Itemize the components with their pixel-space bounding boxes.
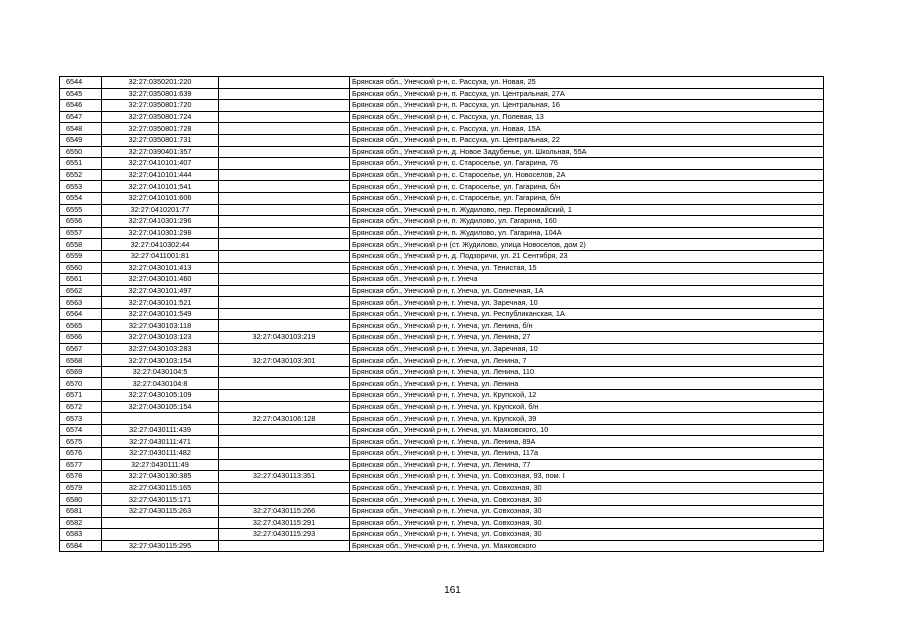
row-number-cell: 6580 bbox=[60, 494, 102, 506]
table-row bbox=[60, 111, 824, 123]
row-number-cell: 6566 bbox=[60, 332, 102, 344]
cadastral-number-cell: 32:27:0430115:295 bbox=[102, 540, 219, 552]
cadastral-number-cell bbox=[102, 529, 219, 541]
address-cell: Брянская обл., Унечский р-н, г. Унеча, ул. Маяковского bbox=[350, 540, 824, 552]
page-number: 161 bbox=[444, 585, 461, 596]
address-cell: Брянская обл., Унечский р-н, г. Унеча, ул. Совхозная, 30 bbox=[350, 482, 824, 494]
address-cell: Брянская обл., Унечский р-н, г. Унеча, ул. Совхозная, 93, пом. I bbox=[350, 471, 824, 483]
cadastral-number-cell: 32:27:0350801:720 bbox=[102, 100, 219, 112]
related-cadastral-cell bbox=[219, 274, 350, 286]
related-cadastral-cell: 32:27:0430113:351 bbox=[219, 471, 350, 483]
related-cadastral-cell bbox=[219, 216, 350, 228]
related-cadastral-cell bbox=[219, 111, 350, 123]
table-row bbox=[60, 181, 824, 193]
related-cadastral-cell: 32:27:0430103:219 bbox=[219, 332, 350, 344]
address-cell: Брянская обл., Унечский р-н, с. Староселье, ул. Новоселов, 2А bbox=[350, 169, 824, 181]
related-cadastral-cell bbox=[219, 146, 350, 158]
address-cell: Брянская обл., Унечский р-н, г. Унеча, ул. Солнечная, 1А bbox=[350, 285, 824, 297]
cadastral-number-cell: 32:27:0410301:298 bbox=[102, 227, 219, 239]
row-number-cell: 6554 bbox=[60, 192, 102, 204]
table-row bbox=[60, 343, 824, 355]
table-row bbox=[60, 77, 824, 89]
cadastral-number-cell: 32:27:0430103:123 bbox=[102, 332, 219, 344]
table-row bbox=[60, 88, 824, 100]
row-number-cell: 6562 bbox=[60, 285, 102, 297]
address-cell: Брянская обл., Унечский р-н, с. Рассуха, ул. Новая, 25 bbox=[350, 77, 824, 89]
related-cadastral-cell bbox=[219, 366, 350, 378]
related-cadastral-cell bbox=[219, 390, 350, 402]
related-cadastral-cell bbox=[219, 239, 350, 251]
address-cell: Брянская обл., Унечский р-н, г. Унеча, ул. Совхозная, 30 bbox=[350, 505, 824, 517]
address-cell: Брянская обл., Унечский р-н, г. Унеча, ул. Заречная, 10 bbox=[350, 343, 824, 355]
related-cadastral-cell bbox=[219, 285, 350, 297]
cadastral-number-cell: 32:27:0430111:471 bbox=[102, 436, 219, 448]
cadastral-number-cell: 32:27:0411001:81 bbox=[102, 250, 219, 262]
address-cell: Брянская обл., Унечский р-н, г. Унеча, ул. Ленина, 110 bbox=[350, 366, 824, 378]
related-cadastral-cell bbox=[219, 459, 350, 471]
table-row bbox=[60, 482, 824, 494]
table-row bbox=[60, 297, 824, 309]
row-number-cell: 6578 bbox=[60, 471, 102, 483]
related-cadastral-cell bbox=[219, 181, 350, 193]
cadastral-number-cell: 32:27:0410301:296 bbox=[102, 216, 219, 228]
cadastral-number-cell: 32:27:0430101:497 bbox=[102, 285, 219, 297]
cadastral-number-cell: 32:27:0350801:728 bbox=[102, 123, 219, 135]
row-number-cell: 6579 bbox=[60, 482, 102, 494]
row-number-cell: 6556 bbox=[60, 216, 102, 228]
row-number-cell: 6551 bbox=[60, 158, 102, 170]
table-row bbox=[60, 355, 824, 367]
table-row bbox=[60, 401, 824, 413]
address-cell: Брянская обл., Унечский р-н, г. Унеча, ул. Совхозная, 30 bbox=[350, 529, 824, 541]
row-number-cell: 6571 bbox=[60, 390, 102, 402]
table-row bbox=[60, 158, 824, 170]
related-cadastral-cell bbox=[219, 540, 350, 552]
row-number-cell: 6545 bbox=[60, 88, 102, 100]
related-cadastral-cell bbox=[219, 250, 350, 262]
row-number-cell: 6549 bbox=[60, 134, 102, 146]
cadastral-number-cell: 32:27:0410201:77 bbox=[102, 204, 219, 216]
cadastral-number-cell: 32:27:0430101:460 bbox=[102, 274, 219, 286]
address-cell: Брянская обл., Унечский р-н, г. Унеча, ул. Крупской, 39 bbox=[350, 413, 824, 425]
property-table bbox=[59, 76, 824, 552]
related-cadastral-cell bbox=[219, 448, 350, 460]
cadastral-number-cell: 32:27:0350801:639 bbox=[102, 88, 219, 100]
row-number-cell: 6573 bbox=[60, 413, 102, 425]
address-cell: Брянская обл., Унечский р-н, п. Жудилово, пер. Первомайский, 1 bbox=[350, 204, 824, 216]
related-cadastral-cell bbox=[219, 262, 350, 274]
row-number-cell: 6576 bbox=[60, 448, 102, 460]
cadastral-number-cell: 32:27:0390401:357 bbox=[102, 146, 219, 158]
cadastral-number-cell: 32:27:0410101:407 bbox=[102, 158, 219, 170]
cadastral-number-cell: 32:27:0410302:44 bbox=[102, 239, 219, 251]
row-number-cell: 6582 bbox=[60, 517, 102, 529]
cadastral-number-cell: 32:27:0430115:165 bbox=[102, 482, 219, 494]
cadastral-number-cell: 32:27:0430115:263 bbox=[102, 505, 219, 517]
cadastral-number-cell: 32:27:0430101:521 bbox=[102, 297, 219, 309]
related-cadastral-cell bbox=[219, 77, 350, 89]
related-cadastral-cell bbox=[219, 378, 350, 390]
row-number-cell: 6581 bbox=[60, 505, 102, 517]
related-cadastral-cell: 32:27:0430103:301 bbox=[219, 355, 350, 367]
related-cadastral-cell bbox=[219, 134, 350, 146]
row-number-cell: 6569 bbox=[60, 366, 102, 378]
table-row bbox=[60, 494, 824, 506]
table-row bbox=[60, 308, 824, 320]
cadastral-number-cell: 32:27:0430111:482 bbox=[102, 448, 219, 460]
cadastral-number-cell: 32:27:0430105:154 bbox=[102, 401, 219, 413]
related-cadastral-cell bbox=[219, 343, 350, 355]
table-row bbox=[60, 378, 824, 390]
table-row bbox=[60, 100, 824, 112]
table-row bbox=[60, 227, 824, 239]
address-cell: Брянская обл., Унечский р-н, г. Унеча, ул. Ленина, 89А bbox=[350, 436, 824, 448]
row-number-cell: 6584 bbox=[60, 540, 102, 552]
table-row bbox=[60, 320, 824, 332]
row-number-cell: 6564 bbox=[60, 308, 102, 320]
table-row bbox=[60, 216, 824, 228]
related-cadastral-cell bbox=[219, 169, 350, 181]
row-number-cell: 6561 bbox=[60, 274, 102, 286]
cadastral-number-cell bbox=[102, 413, 219, 425]
cadastral-number-cell: 32:27:0430104:8 bbox=[102, 378, 219, 390]
address-cell: Брянская обл., Унечский р-н, п. Жудилово, ул. Гагарина, 104А bbox=[350, 227, 824, 239]
related-cadastral-cell bbox=[219, 204, 350, 216]
table-row bbox=[60, 413, 824, 425]
table-row bbox=[60, 529, 824, 541]
table-row bbox=[60, 250, 824, 262]
address-cell: Брянская обл., Унечский р-н, с. Рассуха, ул. Новая, 15А bbox=[350, 123, 824, 135]
address-cell: Брянская обл., Унечский р-н, г. Унеча, ул. Республиканская, 1А bbox=[350, 308, 824, 320]
row-number-cell: 6555 bbox=[60, 204, 102, 216]
address-cell: Брянская обл., Унечский р-н, п. Жудилово, ул. Гагарина, 160 bbox=[350, 216, 824, 228]
row-number-cell: 6570 bbox=[60, 378, 102, 390]
related-cadastral-cell bbox=[219, 192, 350, 204]
table-row bbox=[60, 436, 824, 448]
row-number-cell: 6550 bbox=[60, 146, 102, 158]
related-cadastral-cell: 32:27:0430106:128 bbox=[219, 413, 350, 425]
table-row bbox=[60, 274, 824, 286]
row-number-cell: 6560 bbox=[60, 262, 102, 274]
address-cell: Брянская обл., Унечский р-н, с. Староселье, ул. Гагарина, б/н bbox=[350, 192, 824, 204]
address-cell: Брянская обл., Унечский р-н, п. Рассуха, ул. Центральная, 27А bbox=[350, 88, 824, 100]
address-cell: Брянская обл., Унечский р-н (ст. Жудилово, улица Новоселов, дом 2) bbox=[350, 239, 824, 251]
row-number-cell: 6574 bbox=[60, 424, 102, 436]
row-number-cell: 6552 bbox=[60, 169, 102, 181]
cadastral-number-cell: 32:27:0430111:439 bbox=[102, 424, 219, 436]
cadastral-number-cell: 32:27:0410101:541 bbox=[102, 181, 219, 193]
cadastral-number-cell: 32:27:0430103:283 bbox=[102, 343, 219, 355]
related-cadastral-cell bbox=[219, 297, 350, 309]
related-cadastral-cell: 32:27:0430115:291 bbox=[219, 517, 350, 529]
cadastral-number-cell: 32:27:0430101:549 bbox=[102, 308, 219, 320]
address-cell: Брянская обл., Унечский р-н, с. Рассуха, ул. Полевая, 13 bbox=[350, 111, 824, 123]
address-cell: Брянская обл., Унечский р-н, г. Унеча, ул. Ленина, б/н bbox=[350, 320, 824, 332]
row-number-cell: 6567 bbox=[60, 343, 102, 355]
address-cell: Брянская обл., Унечский р-н, г. Унеча, ул. Ленина, 117а bbox=[350, 448, 824, 460]
cadastral-number-cell: 32:27:0430103:118 bbox=[102, 320, 219, 332]
row-number-cell: 6577 bbox=[60, 459, 102, 471]
table-row bbox=[60, 285, 824, 297]
cadastral-number-cell: 32:27:0430130:385 bbox=[102, 471, 219, 483]
address-cell: Брянская обл., Унечский р-н, г. Унеча, ул. Ленина, 27 bbox=[350, 332, 824, 344]
table-row bbox=[60, 517, 824, 529]
table-row bbox=[60, 540, 824, 552]
address-cell: Брянская обл., Унечский р-н, г. Унеча, ул. Ленина bbox=[350, 378, 824, 390]
table-row bbox=[60, 424, 824, 436]
table-row bbox=[60, 471, 824, 483]
cadastral-number-cell: 32:27:0430111:49 bbox=[102, 459, 219, 471]
related-cadastral-cell bbox=[219, 401, 350, 413]
row-number-cell: 6558 bbox=[60, 239, 102, 251]
address-cell: Брянская обл., Унечский р-н, с. Староселье, ул. Гагарина, б/н bbox=[350, 181, 824, 193]
related-cadastral-cell bbox=[219, 436, 350, 448]
related-cadastral-cell bbox=[219, 308, 350, 320]
row-number-cell: 6548 bbox=[60, 123, 102, 135]
cadastral-number-cell: 32:27:0430101:413 bbox=[102, 262, 219, 274]
address-cell: Брянская обл., Унечский р-н, г. Унеча, ул. Ленина, 77 bbox=[350, 459, 824, 471]
related-cadastral-cell bbox=[219, 482, 350, 494]
table-row bbox=[60, 123, 824, 135]
address-cell: Брянская обл., Унечский р-н, г. Унеча, ул. Ленина, 7 bbox=[350, 355, 824, 367]
related-cadastral-cell: 32:27:0430115:266 bbox=[219, 505, 350, 517]
address-cell: Брянская обл., Унечский р-н, г. Унеча, ул. Совхозная, 30 bbox=[350, 517, 824, 529]
table-row bbox=[60, 192, 824, 204]
related-cadastral-cell bbox=[219, 424, 350, 436]
row-number-cell: 6544 bbox=[60, 77, 102, 89]
cadastral-number-cell: 32:27:0430103:154 bbox=[102, 355, 219, 367]
address-cell: Брянская обл., Унечский р-н, г. Унеча, ул. Крупской, 12 bbox=[350, 390, 824, 402]
table-row bbox=[60, 239, 824, 251]
cadastral-number-cell: 32:27:0410101:444 bbox=[102, 169, 219, 181]
address-cell: Брянская обл., Унечский р-н, с. Староселье, ул. Гагарина, 76 bbox=[350, 158, 824, 170]
address-cell: Брянская обл., Унечский р-н, г. Унеча, ул. Тенистая, 15 bbox=[350, 262, 824, 274]
table-row bbox=[60, 146, 824, 158]
row-number-cell: 6572 bbox=[60, 401, 102, 413]
row-number-cell: 6568 bbox=[60, 355, 102, 367]
property-table-body bbox=[60, 77, 824, 552]
cadastral-number-cell: 32:27:0430104:5 bbox=[102, 366, 219, 378]
row-number-cell: 6575 bbox=[60, 436, 102, 448]
address-cell: Брянская обл., Унечский р-н, д. Подзоричи, ул. 21 Сентября, 23 bbox=[350, 250, 824, 262]
related-cadastral-cell bbox=[219, 88, 350, 100]
cadastral-number-cell bbox=[102, 517, 219, 529]
row-number-cell: 6546 bbox=[60, 100, 102, 112]
table-row bbox=[60, 262, 824, 274]
related-cadastral-cell bbox=[219, 320, 350, 332]
table-row bbox=[60, 169, 824, 181]
related-cadastral-cell bbox=[219, 100, 350, 112]
related-cadastral-cell bbox=[219, 123, 350, 135]
related-cadastral-cell bbox=[219, 227, 350, 239]
row-number-cell: 6559 bbox=[60, 250, 102, 262]
address-cell: Брянская обл., Унечский р-н, г. Унеча, ул. Крупской, б/н bbox=[350, 401, 824, 413]
related-cadastral-cell bbox=[219, 494, 350, 506]
cadastral-number-cell: 32:27:0350801:724 bbox=[102, 111, 219, 123]
row-number-cell: 6553 bbox=[60, 181, 102, 193]
table-row bbox=[60, 390, 824, 402]
table-row bbox=[60, 448, 824, 460]
table-row bbox=[60, 204, 824, 216]
table-row bbox=[60, 134, 824, 146]
row-number-cell: 6563 bbox=[60, 297, 102, 309]
address-cell: Брянская обл., Унечский р-н, п. Рассуха, ул. Центральная, 22 bbox=[350, 134, 824, 146]
cadastral-number-cell: 32:27:0350201:220 bbox=[102, 77, 219, 89]
address-cell: Брянская обл., Унечский р-н, г. Унеча, ул. Совхозная, 30 bbox=[350, 494, 824, 506]
table-row bbox=[60, 366, 824, 378]
address-cell: Брянская обл., Унечский р-н, д. Новое Задубенье, ул. Школьная, 55А bbox=[350, 146, 824, 158]
address-cell: Брянская обл., Унечский р-н, г. Унеча bbox=[350, 274, 824, 286]
related-cadastral-cell: 32:27:0430115:293 bbox=[219, 529, 350, 541]
row-number-cell: 6557 bbox=[60, 227, 102, 239]
table-row bbox=[60, 505, 824, 517]
row-number-cell: 6565 bbox=[60, 320, 102, 332]
cadastral-number-cell: 32:27:0430115:171 bbox=[102, 494, 219, 506]
table-row bbox=[60, 332, 824, 344]
row-number-cell: 6583 bbox=[60, 529, 102, 541]
address-cell: Брянская обл., Унечский р-н, п. Рассуха, ул. Центральная, 16 bbox=[350, 100, 824, 112]
table-row bbox=[60, 459, 824, 471]
address-cell: Брянская обл., Унечский р-н, г. Унеча, ул. Маяковского, 10 bbox=[350, 424, 824, 436]
cadastral-number-cell: 32:27:0410101:606 bbox=[102, 192, 219, 204]
cadastral-number-cell: 32:27:0430105:109 bbox=[102, 390, 219, 402]
related-cadastral-cell bbox=[219, 158, 350, 170]
cadastral-number-cell: 32:27:0350801:731 bbox=[102, 134, 219, 146]
row-number-cell: 6547 bbox=[60, 111, 102, 123]
address-cell: Брянская обл., Унечский р-н, г. Унеча, ул. Заречная, 10 bbox=[350, 297, 824, 309]
